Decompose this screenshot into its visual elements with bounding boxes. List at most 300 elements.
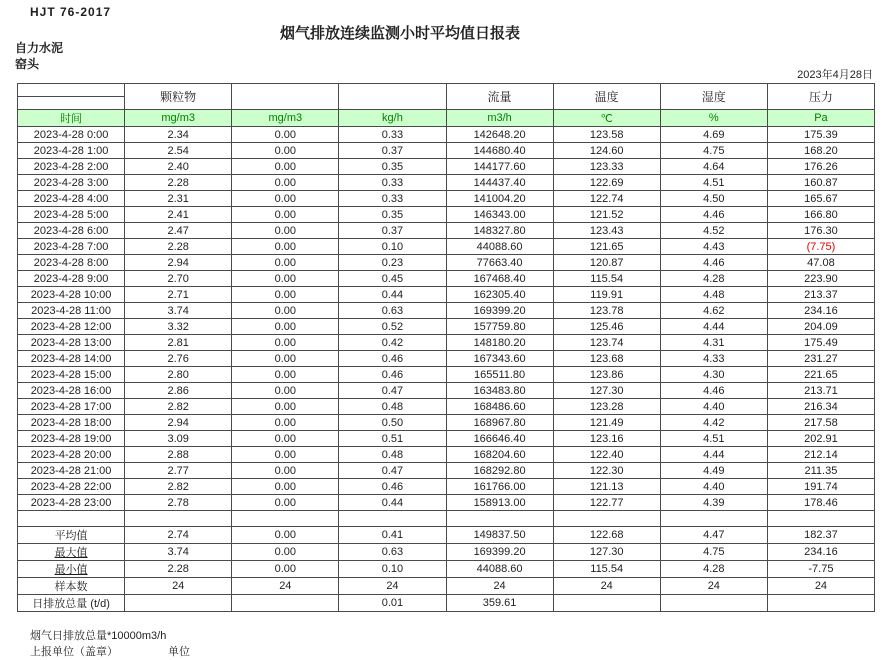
company-name: 自力水泥 — [15, 41, 64, 55]
summary-value-cell: 4.75 — [660, 544, 767, 561]
value-cell: 148180.20 — [446, 335, 553, 351]
value-cell: 2.47 — [125, 223, 232, 239]
time-cell: 2023-4-28 6:00 — [18, 223, 125, 239]
footnote-total-emission: 烟气日排放总量*10000m3/h — [30, 630, 167, 642]
value-cell: 2.78 — [125, 495, 232, 511]
value-cell: 0.00 — [232, 223, 339, 239]
table-row — [18, 143, 875, 159]
value-cell: 121.49 — [553, 415, 660, 431]
value-cell: 0.00 — [232, 159, 339, 175]
summary-value-cell: 4.28 — [660, 561, 767, 578]
table-row — [18, 335, 875, 351]
value-cell: 212.14 — [767, 447, 874, 463]
summary-value-cell: 3.74 — [125, 544, 232, 561]
value-cell: 0.00 — [232, 415, 339, 431]
summary-value-cell: -7.75 — [767, 561, 874, 578]
value-cell: 0.23 — [339, 255, 446, 271]
value-cell: 44088.60 — [446, 239, 553, 255]
value-cell: 0.44 — [339, 287, 446, 303]
summary-value-cell: 182.37 — [767, 527, 874, 544]
time-column-header: 时间 — [18, 110, 125, 127]
time-cell: 2023-4-28 17:00 — [18, 399, 125, 415]
report-date: 2023年4月28日 — [797, 69, 873, 81]
value-cell: 4.46 — [660, 255, 767, 271]
table-row — [18, 367, 875, 383]
summary-value-cell: 149837.50 — [446, 527, 553, 544]
summary-rows — [18, 527, 875, 612]
value-cell: 122.40 — [553, 447, 660, 463]
table-row — [18, 399, 875, 415]
value-cell: 0.00 — [232, 495, 339, 511]
value-cell: 0.00 — [232, 479, 339, 495]
value-cell: 122.77 — [553, 495, 660, 511]
spacer-cell — [339, 511, 446, 527]
unit-cell: kg/h — [339, 110, 446, 127]
time-cell: 2023-4-28 3:00 — [18, 175, 125, 191]
time-cell: 2023-4-28 7:00 — [18, 239, 125, 255]
group-header-row — [18, 84, 875, 97]
spacer-row — [18, 511, 875, 527]
summary-value-cell: 0.01 — [339, 595, 446, 612]
time-cell: 2023-4-28 1:00 — [18, 143, 125, 159]
value-cell: 0.35 — [339, 207, 446, 223]
value-cell: 0.00 — [232, 287, 339, 303]
value-cell: 121.52 — [553, 207, 660, 223]
unit-cell: % — [660, 110, 767, 127]
value-cell: 2.94 — [125, 255, 232, 271]
value-cell: 123.68 — [553, 351, 660, 367]
time-cell: 2023-4-28 20:00 — [18, 447, 125, 463]
value-cell: 0.45 — [339, 271, 446, 287]
value-cell: 4.64 — [660, 159, 767, 175]
time-cell: 2023-4-28 4:00 — [18, 191, 125, 207]
unit-cell: mg/m3 — [232, 110, 339, 127]
value-cell: 77663.40 — [446, 255, 553, 271]
value-cell: 2.41 — [125, 207, 232, 223]
summary-row — [18, 544, 875, 561]
value-cell: 121.13 — [553, 479, 660, 495]
summary-value-cell: 24 — [660, 578, 767, 595]
table-row — [18, 431, 875, 447]
summary-value-cell — [767, 595, 874, 612]
summary-value-cell — [232, 595, 339, 612]
value-cell: 168486.60 — [446, 399, 553, 415]
value-cell: 162305.40 — [446, 287, 553, 303]
unit-cell: Pa — [767, 110, 874, 127]
value-cell: 2.34 — [125, 127, 232, 143]
value-cell: 234.16 — [767, 303, 874, 319]
report-table — [17, 83, 875, 612]
time-cell: 2023-4-28 8:00 — [18, 255, 125, 271]
value-cell: 4.46 — [660, 207, 767, 223]
col-header-flow: 流量 — [446, 84, 553, 110]
summary-value-cell: 0.63 — [339, 544, 446, 561]
summary-value-cell: 44088.60 — [446, 561, 553, 578]
time-cell: 2023-4-28 15:00 — [18, 367, 125, 383]
time-cell: 2023-4-28 12:00 — [18, 319, 125, 335]
table-row — [18, 175, 875, 191]
value-cell: 0.63 — [339, 303, 446, 319]
value-cell: 119.91 — [553, 287, 660, 303]
value-cell: 146343.00 — [446, 207, 553, 223]
table-row — [18, 287, 875, 303]
value-cell: 0.37 — [339, 223, 446, 239]
value-cell: 0.00 — [232, 335, 339, 351]
spacer-cell — [553, 511, 660, 527]
value-cell: 2.86 — [125, 383, 232, 399]
value-cell: 2.28 — [125, 239, 232, 255]
value-cell: 166.80 — [767, 207, 874, 223]
value-cell: 4.28 — [660, 271, 767, 287]
value-cell: 0.46 — [339, 479, 446, 495]
value-cell: 231.27 — [767, 351, 874, 367]
summary-value-cell: 0.41 — [339, 527, 446, 544]
col-header-temperature: 温度 — [553, 84, 660, 110]
value-cell: 2.40 — [125, 159, 232, 175]
table-row — [18, 191, 875, 207]
summary-value-cell: 0.00 — [232, 561, 339, 578]
value-cell: 0.00 — [232, 255, 339, 271]
table-row — [18, 415, 875, 431]
data-rows — [18, 127, 875, 511]
time-cell: 2023-4-28 14:00 — [18, 351, 125, 367]
table-row — [18, 351, 875, 367]
value-cell: 0.52 — [339, 319, 446, 335]
value-cell: 2.80 — [125, 367, 232, 383]
value-cell: (7.75) — [767, 239, 874, 255]
corner-cell-top — [18, 84, 125, 97]
value-cell: 127.30 — [553, 383, 660, 399]
spacer-cell — [446, 511, 553, 527]
value-cell: 223.90 — [767, 271, 874, 287]
time-cell: 2023-4-28 2:00 — [18, 159, 125, 175]
value-cell: 158913.00 — [446, 495, 553, 511]
value-cell: 4.31 — [660, 335, 767, 351]
value-cell: 0.47 — [339, 463, 446, 479]
value-cell: 0.33 — [339, 175, 446, 191]
summary-value-cell — [660, 595, 767, 612]
summary-value-cell: 4.47 — [660, 527, 767, 544]
value-cell: 122.30 — [553, 463, 660, 479]
value-cell: 0.37 — [339, 143, 446, 159]
time-cell: 2023-4-28 0:00 — [18, 127, 125, 143]
summary-value-cell: 24 — [767, 578, 874, 595]
value-cell: 217.58 — [767, 415, 874, 431]
value-cell: 0.00 — [232, 351, 339, 367]
value-cell: 123.86 — [553, 367, 660, 383]
value-cell: 47.08 — [767, 255, 874, 271]
value-cell: 211.35 — [767, 463, 874, 479]
value-cell: 0.46 — [339, 367, 446, 383]
value-cell: 4.49 — [660, 463, 767, 479]
time-cell: 2023-4-28 21:00 — [18, 463, 125, 479]
value-cell: 0.33 — [339, 191, 446, 207]
summary-value-cell: 359.61 — [446, 595, 553, 612]
value-cell: 216.34 — [767, 399, 874, 415]
value-cell: 176.26 — [767, 159, 874, 175]
summary-value-cell: 122.68 — [553, 527, 660, 544]
summary-value-cell: 115.54 — [553, 561, 660, 578]
monitor-point: 窑头 — [15, 57, 40, 71]
table-row — [18, 463, 875, 479]
table-row — [18, 479, 875, 495]
value-cell: 2.31 — [125, 191, 232, 207]
summary-label-cell: 样本数 — [18, 578, 125, 595]
summary-value-cell: 24 — [553, 578, 660, 595]
value-cell: 221.65 — [767, 367, 874, 383]
value-cell: 0.00 — [232, 303, 339, 319]
time-cell: 2023-4-28 11:00 — [18, 303, 125, 319]
value-cell: 213.37 — [767, 287, 874, 303]
summary-value-cell: 24 — [446, 578, 553, 595]
value-cell: 123.78 — [553, 303, 660, 319]
time-cell: 2023-4-28 5:00 — [18, 207, 125, 223]
table-row — [18, 495, 875, 511]
value-cell: 2.76 — [125, 351, 232, 367]
summary-value-cell: 169399.20 — [446, 544, 553, 561]
value-cell: 0.00 — [232, 271, 339, 287]
value-cell: 123.43 — [553, 223, 660, 239]
table-row — [18, 319, 875, 335]
value-cell: 144177.60 — [446, 159, 553, 175]
summary-value-cell — [125, 595, 232, 612]
value-cell: 3.09 — [125, 431, 232, 447]
value-cell: 0.00 — [232, 463, 339, 479]
value-cell: 0.00 — [232, 143, 339, 159]
summary-label-cell: 日排放总量 (t/d) — [18, 595, 125, 612]
value-cell: 2.71 — [125, 287, 232, 303]
value-cell: 202.91 — [767, 431, 874, 447]
value-cell: 165511.80 — [446, 367, 553, 383]
summary-label-cell: 最大值 — [18, 544, 125, 561]
value-cell: 3.74 — [125, 303, 232, 319]
table-row — [18, 447, 875, 463]
table-row — [18, 383, 875, 399]
value-cell: 0.00 — [232, 431, 339, 447]
summary-value-cell: 2.74 — [125, 527, 232, 544]
value-cell: 124.60 — [553, 143, 660, 159]
value-cell: 0.00 — [232, 319, 339, 335]
value-cell: 2.70 — [125, 271, 232, 287]
time-cell: 2023-4-28 19:00 — [18, 431, 125, 447]
value-cell: 0.48 — [339, 399, 446, 415]
value-cell: 175.39 — [767, 127, 874, 143]
value-cell: 0.10 — [339, 239, 446, 255]
corner-cell-bottom — [18, 97, 125, 110]
value-cell: 4.51 — [660, 175, 767, 191]
value-cell: 121.65 — [553, 239, 660, 255]
value-cell: 123.74 — [553, 335, 660, 351]
value-cell: 0.50 — [339, 415, 446, 431]
value-cell: 2.77 — [125, 463, 232, 479]
summary-label-cell: 平均值 — [18, 527, 125, 544]
unit-cell: ℃ — [553, 110, 660, 127]
value-cell: 0.51 — [339, 431, 446, 447]
value-cell: 168.20 — [767, 143, 874, 159]
page-title: 烟气排放连续监测小时平均值日报表 — [279, 25, 520, 42]
unit-cell: mg/m3 — [125, 110, 232, 127]
value-cell: 4.44 — [660, 447, 767, 463]
value-cell: 4.30 — [660, 367, 767, 383]
value-cell: 125.46 — [553, 319, 660, 335]
value-cell: 144680.40 — [446, 143, 553, 159]
value-cell: 123.33 — [553, 159, 660, 175]
value-cell: 163483.80 — [446, 383, 553, 399]
value-cell: 0.46 — [339, 351, 446, 367]
value-cell: 0.00 — [232, 207, 339, 223]
value-cell: 0.00 — [232, 175, 339, 191]
summary-value-cell: 24 — [232, 578, 339, 595]
value-cell: 4.44 — [660, 319, 767, 335]
table-row — [18, 127, 875, 143]
summary-value-cell: 0.00 — [232, 544, 339, 561]
time-cell: 2023-4-28 18:00 — [18, 415, 125, 431]
value-cell: 175.49 — [767, 335, 874, 351]
value-cell: 0.00 — [232, 399, 339, 415]
table-row — [18, 159, 875, 175]
table-row — [18, 239, 875, 255]
table-row — [18, 255, 875, 271]
value-cell: 4.52 — [660, 223, 767, 239]
value-cell: 122.74 — [553, 191, 660, 207]
value-cell: 168292.80 — [446, 463, 553, 479]
summary-row — [18, 595, 875, 612]
value-cell: 168204.60 — [446, 447, 553, 463]
spacer-cell — [125, 511, 232, 527]
value-cell: 2.94 — [125, 415, 232, 431]
value-cell: 115.54 — [553, 271, 660, 287]
value-cell: 4.40 — [660, 399, 767, 415]
time-cell: 2023-4-28 13:00 — [18, 335, 125, 351]
value-cell: 4.40 — [660, 479, 767, 495]
value-cell: 0.00 — [232, 239, 339, 255]
value-cell: 4.33 — [660, 351, 767, 367]
value-cell: 4.51 — [660, 431, 767, 447]
value-cell: 0.00 — [232, 383, 339, 399]
value-cell: 0.33 — [339, 127, 446, 143]
unit-header-row — [18, 110, 875, 127]
value-cell: 176.30 — [767, 223, 874, 239]
col-header-particulate: 颗粒物 — [125, 84, 232, 110]
col-header-blank-2 — [339, 84, 446, 110]
unit-label: 单位 — [168, 646, 190, 658]
col-header-humidity: 湿度 — [660, 84, 767, 110]
summary-value-cell — [553, 595, 660, 612]
spacer-cell — [232, 511, 339, 527]
value-cell: 2.82 — [125, 399, 232, 415]
value-cell: 123.58 — [553, 127, 660, 143]
value-cell: 0.47 — [339, 383, 446, 399]
value-cell: 4.62 — [660, 303, 767, 319]
value-cell: 165.67 — [767, 191, 874, 207]
value-cell: 2.81 — [125, 335, 232, 351]
value-cell: 161766.00 — [446, 479, 553, 495]
value-cell: 2.82 — [125, 479, 232, 495]
summary-value-cell: 0.10 — [339, 561, 446, 578]
value-cell: 0.44 — [339, 495, 446, 511]
value-cell: 4.39 — [660, 495, 767, 511]
value-cell: 4.69 — [660, 127, 767, 143]
table-row — [18, 223, 875, 239]
value-cell: 167343.60 — [446, 351, 553, 367]
time-cell: 2023-4-28 22:00 — [18, 479, 125, 495]
value-cell: 123.28 — [553, 399, 660, 415]
time-cell: 2023-4-28 10:00 — [18, 287, 125, 303]
summary-value-cell: 2.28 — [125, 561, 232, 578]
value-cell: 0.00 — [232, 447, 339, 463]
table-row — [18, 207, 875, 223]
summary-value-cell: 127.30 — [553, 544, 660, 561]
summary-value-cell: 234.16 — [767, 544, 874, 561]
value-cell: 4.75 — [660, 143, 767, 159]
spacer-cell — [660, 511, 767, 527]
value-cell: 122.69 — [553, 175, 660, 191]
unit-cell: m3/h — [446, 110, 553, 127]
summary-value-cell: 0.00 — [232, 527, 339, 544]
standard-code: HJT 76-2017 — [30, 5, 112, 19]
time-cell: 2023-4-28 9:00 — [18, 271, 125, 287]
value-cell: 123.16 — [553, 431, 660, 447]
value-cell: 144437.40 — [446, 175, 553, 191]
value-cell: 204.09 — [767, 319, 874, 335]
col-header-pressure: 压力 — [767, 84, 874, 110]
summary-value-cell: 24 — [339, 578, 446, 595]
summary-row — [18, 578, 875, 595]
table-row — [18, 303, 875, 319]
col-header-blank-1 — [232, 84, 339, 110]
time-cell: 2023-4-28 23:00 — [18, 495, 125, 511]
time-cell: 2023-4-28 16:00 — [18, 383, 125, 399]
value-cell: 160.87 — [767, 175, 874, 191]
summary-value-cell: 24 — [125, 578, 232, 595]
value-cell: 141004.20 — [446, 191, 553, 207]
summary-row — [18, 561, 875, 578]
value-cell: 2.54 — [125, 143, 232, 159]
value-cell: 191.74 — [767, 479, 874, 495]
spacer-cell — [18, 511, 125, 527]
value-cell: 213.71 — [767, 383, 874, 399]
value-cell: 2.28 — [125, 175, 232, 191]
value-cell: 168967.80 — [446, 415, 553, 431]
value-cell: 2.88 — [125, 447, 232, 463]
summary-row — [18, 527, 875, 544]
value-cell: 4.48 — [660, 287, 767, 303]
value-cell: 0.00 — [232, 127, 339, 143]
value-cell: 166646.40 — [446, 431, 553, 447]
value-cell: 142648.20 — [446, 127, 553, 143]
value-cell: 157759.80 — [446, 319, 553, 335]
value-cell: 4.46 — [660, 383, 767, 399]
value-cell: 3.32 — [125, 319, 232, 335]
value-cell: 4.42 — [660, 415, 767, 431]
value-cell: 0.00 — [232, 191, 339, 207]
reporting-unit-stamp-label: 上报单位（盖章） — [30, 646, 118, 658]
value-cell: 178.46 — [767, 495, 874, 511]
spacer-cell — [767, 511, 874, 527]
table-row — [18, 271, 875, 287]
value-cell: 0.35 — [339, 159, 446, 175]
summary-label-cell: 最小值 — [18, 561, 125, 578]
value-cell: 148327.80 — [446, 223, 553, 239]
value-cell: 0.48 — [339, 447, 446, 463]
value-cell: 167468.40 — [446, 271, 553, 287]
value-cell: 120.87 — [553, 255, 660, 271]
value-cell: 4.50 — [660, 191, 767, 207]
value-cell: 4.43 — [660, 239, 767, 255]
value-cell: 169399.20 — [446, 303, 553, 319]
value-cell: 0.00 — [232, 367, 339, 383]
value-cell: 0.42 — [339, 335, 446, 351]
